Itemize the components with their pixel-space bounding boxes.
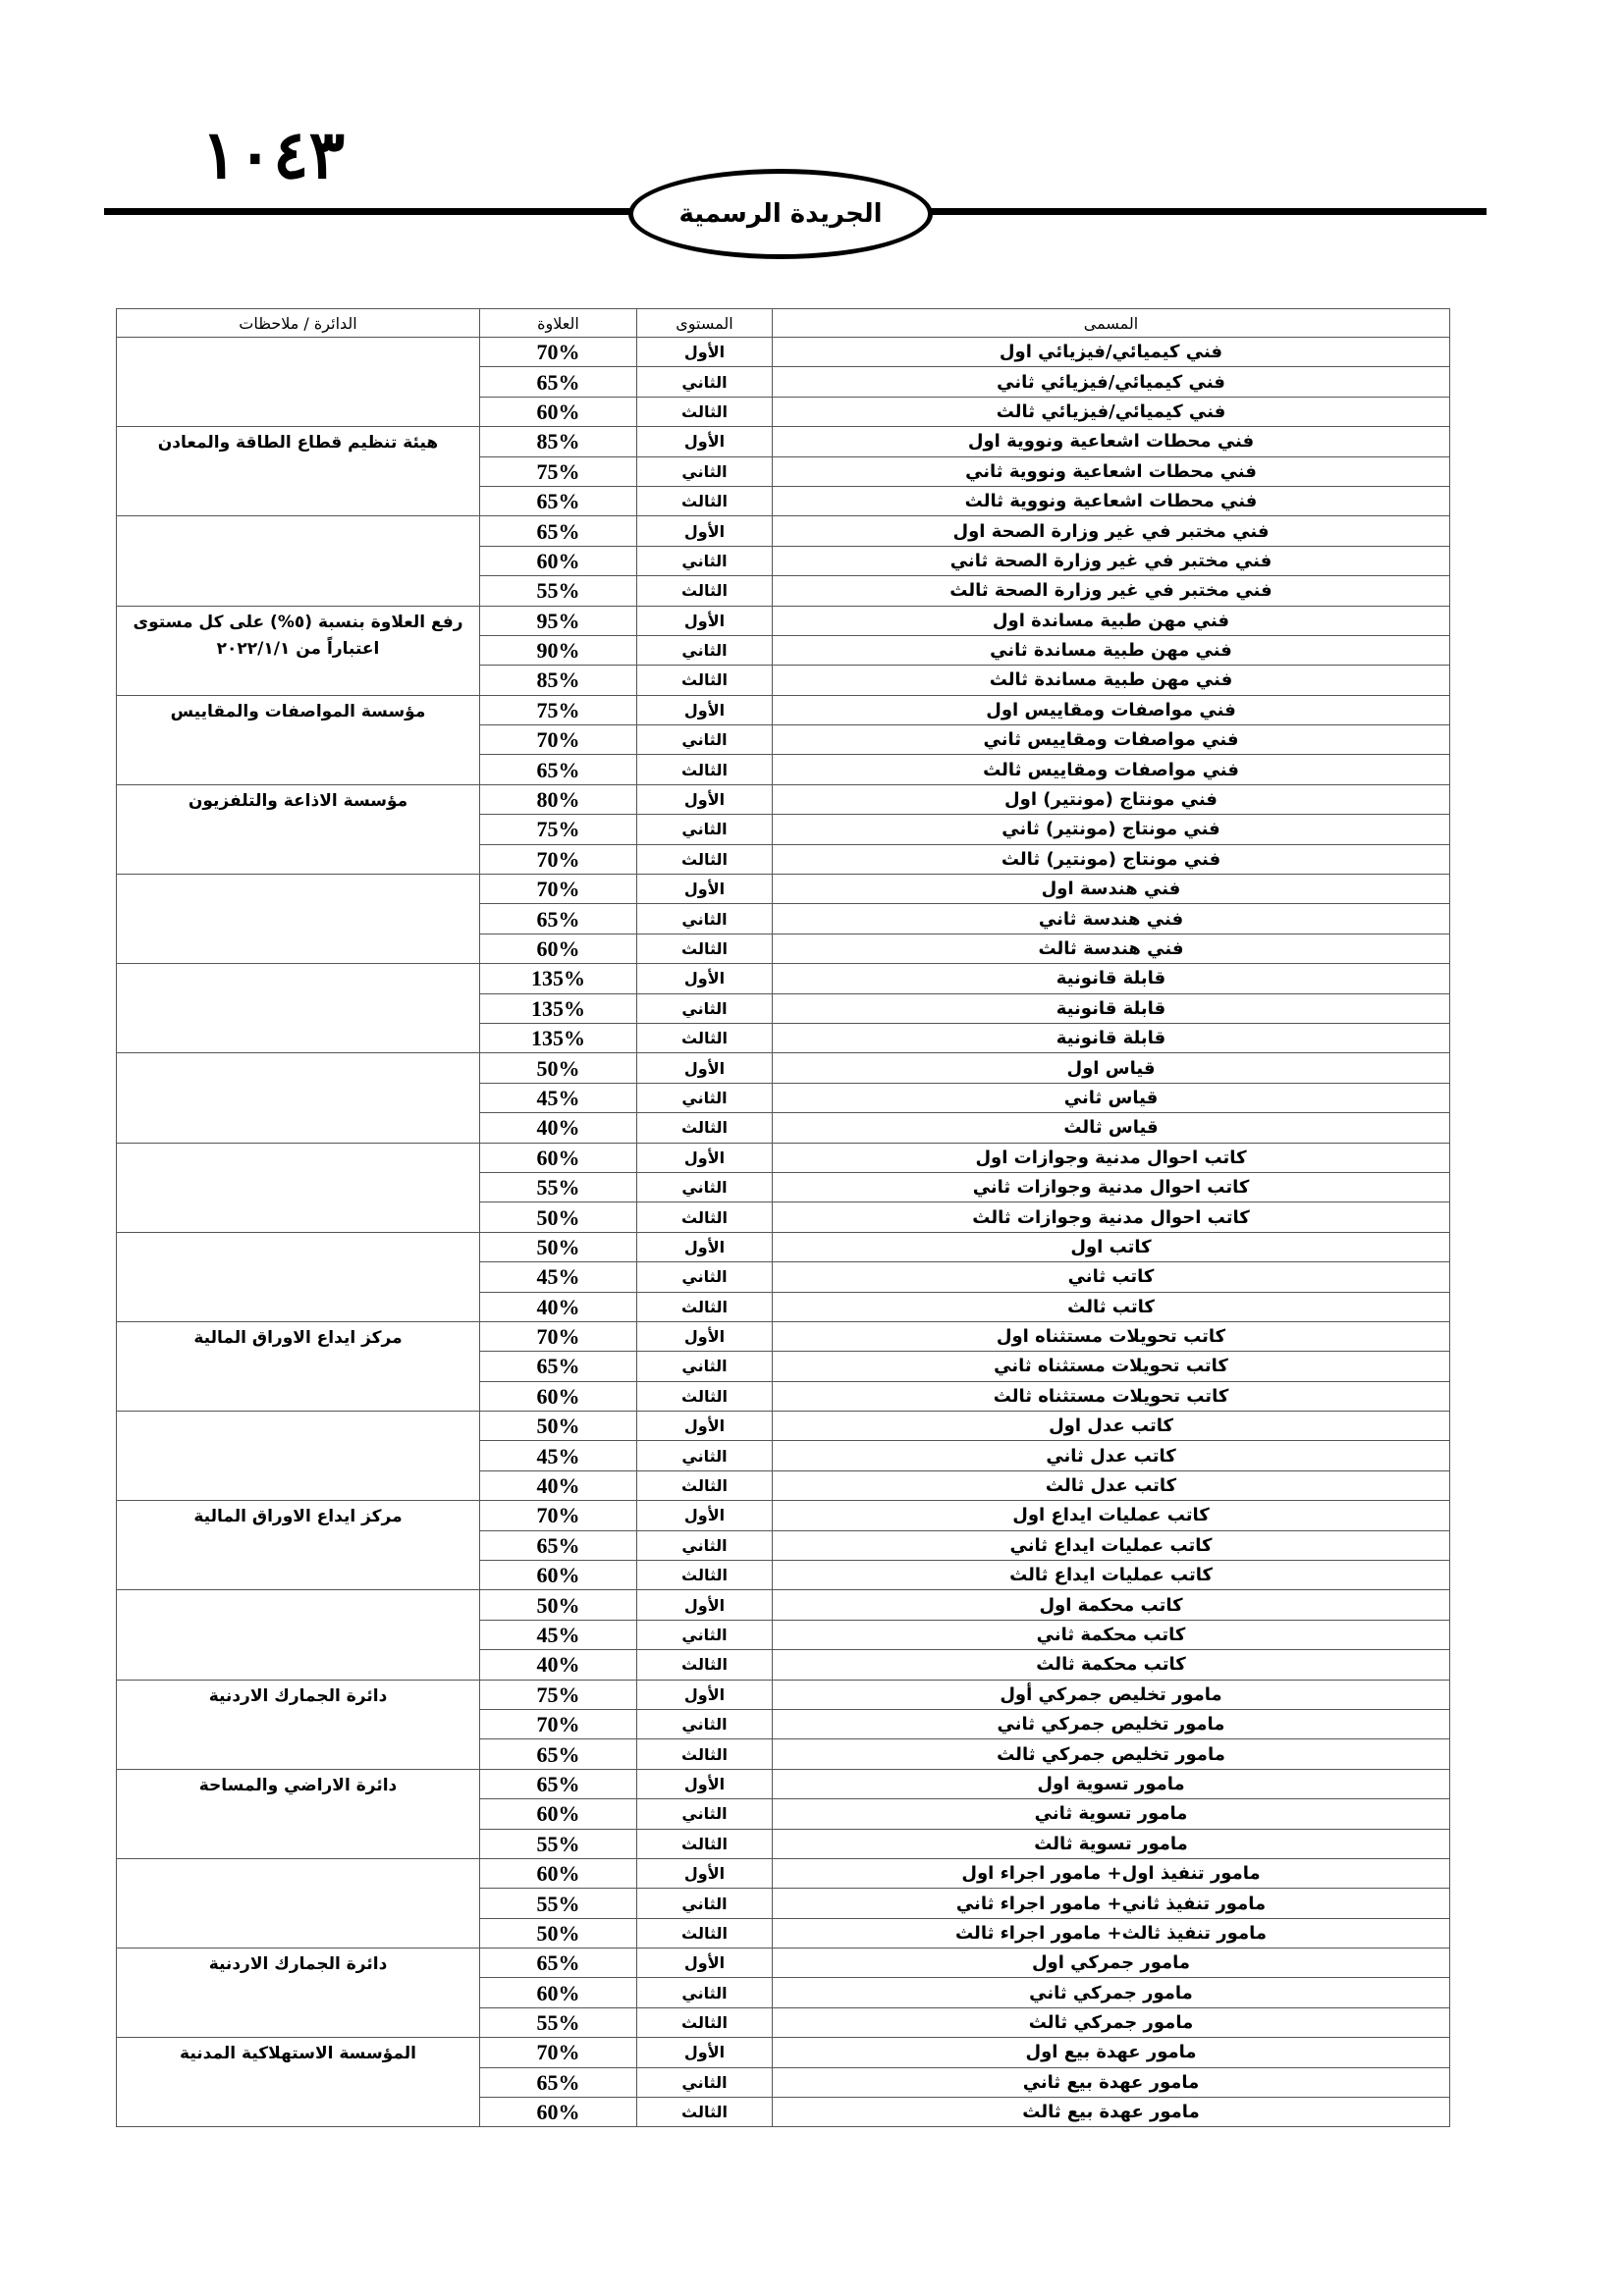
- notes-cell: [117, 1680, 480, 1769]
- job-title-cell: فني مختبر في غير وزارة الصحة اول: [773, 516, 1450, 546]
- level-cell: الأول: [637, 516, 773, 546]
- level-cell: الثالث: [637, 486, 773, 515]
- allowance-cell: 75%: [480, 815, 637, 844]
- allowance-table-container: [116, 308, 1449, 2127]
- notes-cell: [117, 1949, 480, 2038]
- allowance-cell: 50%: [480, 1412, 637, 1441]
- job-title-cell: كاتب احوال مدنية وجوازات ثاني: [773, 1172, 1450, 1201]
- allowance-cell: 60%: [480, 2098, 637, 2127]
- allowance-cell: 65%: [480, 1769, 637, 1798]
- notes-cell: [117, 516, 480, 606]
- level-cell: الأول: [637, 427, 773, 456]
- notes-cell: [117, 427, 480, 516]
- level-cell: الثاني: [637, 815, 773, 844]
- job-title-cell: قياس ثالث: [773, 1113, 1450, 1143]
- column-header-level: المستوى: [637, 309, 773, 338]
- allowance-cell: 90%: [480, 635, 637, 665]
- notes-text: دائرة الجمارك الاردنية: [208, 1685, 388, 1706]
- level-cell: الثالث: [637, 2098, 773, 2127]
- job-title-cell: مامور تنفيذ اول+ مامور اجراء اول: [773, 1858, 1450, 1888]
- level-cell: الثالث: [637, 1561, 773, 1590]
- job-title-cell: فني مهن طبية مساندة اول: [773, 606, 1450, 635]
- allowance-cell: 55%: [480, 1829, 637, 1858]
- job-title-cell: قابلة قانونية: [773, 993, 1450, 1023]
- allowance-cell: 135%: [480, 1023, 637, 1052]
- level-cell: الثالث: [637, 934, 773, 963]
- job-title-cell: فني مختبر في غير وزارة الصحة ثالث: [773, 576, 1450, 606]
- level-cell: الأول: [637, 1858, 773, 1888]
- job-title-cell: فني محطات اشعاعية ونووية ثالث: [773, 486, 1450, 515]
- level-cell: الثاني: [637, 1262, 773, 1292]
- allowance-cell: 55%: [480, 576, 637, 606]
- level-cell: الثالث: [637, 1470, 773, 1500]
- level-cell: الثاني: [637, 1799, 773, 1829]
- table-row: [117, 427, 1450, 456]
- notes-text: [117, 1144, 479, 1147]
- allowance-cell: 70%: [480, 338, 637, 367]
- job-title-cell: مامور جمركي ثاني: [773, 1978, 1450, 2007]
- allowance-cell: 50%: [480, 1918, 637, 1948]
- level-cell: الثاني: [637, 1709, 773, 1738]
- allowance-cell: 50%: [480, 1590, 637, 1620]
- notes-cell: [117, 784, 480, 874]
- table-row: [117, 516, 1450, 546]
- level-cell: الأول: [637, 1590, 773, 1620]
- allowance-cell: 50%: [480, 1202, 637, 1232]
- allowance-cell: 65%: [480, 1530, 637, 1560]
- level-cell: الثالث: [637, 397, 773, 426]
- job-title-cell: قياس اول: [773, 1053, 1450, 1083]
- allowance-cell: 75%: [480, 1680, 637, 1709]
- level-cell: الثالث: [637, 1918, 773, 1948]
- notes-text: [117, 875, 479, 878]
- level-cell: الثاني: [637, 456, 773, 486]
- level-cell: الثالث: [637, 1023, 773, 1052]
- job-title-cell: فني مواصفات ومقاييس ثاني: [773, 725, 1450, 755]
- allowance-cell: 55%: [480, 1889, 637, 1918]
- job-title-cell: فني مونتاج (مونتير) اول: [773, 784, 1450, 814]
- table-row: [117, 695, 1450, 724]
- job-title-cell: فني مواصفات ومقاييس اول: [773, 695, 1450, 724]
- level-cell: الثاني: [637, 546, 773, 575]
- level-cell: الأول: [637, 784, 773, 814]
- allowance-cell: 65%: [480, 2067, 637, 2097]
- allowance-cell: 60%: [480, 1381, 637, 1411]
- table-header-row: [117, 309, 1450, 338]
- job-title-cell: فني مهن طبية مساندة ثاني: [773, 635, 1450, 665]
- job-title-cell: فني كيميائي/فيزيائي ثالث: [773, 397, 1450, 426]
- notes-cell: [117, 2038, 480, 2127]
- allowance-cell: 45%: [480, 1083, 637, 1112]
- job-title-cell: مامور تنفيذ ثاني+ مامور اجراء ثاني: [773, 1889, 1450, 1918]
- allowance-cell: 60%: [480, 934, 637, 963]
- job-title-cell: فني هندسة اول: [773, 875, 1450, 904]
- job-title-cell: فني مهن طبية مساندة ثالث: [773, 666, 1450, 695]
- level-cell: الثالث: [637, 1381, 773, 1411]
- notes-cell: [117, 695, 480, 784]
- allowance-cell: 45%: [480, 1441, 637, 1470]
- allowance-cell: 50%: [480, 1053, 637, 1083]
- allowance-cell: 75%: [480, 456, 637, 486]
- job-title-cell: كاتب عمليات ايداع ثالث: [773, 1561, 1450, 1590]
- job-title-cell: مامور تسوية ثالث: [773, 1829, 1450, 1858]
- level-cell: الثالث: [637, 2007, 773, 2037]
- level-cell: الثاني: [637, 1083, 773, 1112]
- allowance-cell: 60%: [480, 1143, 637, 1172]
- level-cell: الثاني: [637, 904, 773, 934]
- notes-text: مؤسسة المواصفات والمقاييس: [170, 701, 426, 721]
- allowance-cell: 70%: [480, 2038, 637, 2067]
- notes-cell: [117, 1053, 480, 1143]
- job-title-cell: مامور جمركي ثالث: [773, 2007, 1450, 2037]
- notes-text: دائرة الاراضي والمساحة: [198, 1775, 398, 1795]
- notes-text: [117, 516, 479, 519]
- table-body: [117, 338, 1450, 2127]
- level-cell: الثالث: [637, 1292, 773, 1321]
- job-title-cell: مامور تنفيذ ثالث+ مامور اجراء ثالث: [773, 1918, 1450, 1948]
- level-cell: الأول: [637, 606, 773, 635]
- job-title-cell: مامور تسوية اول: [773, 1769, 1450, 1798]
- job-title-cell: كاتب محكمة ثاني: [773, 1620, 1450, 1649]
- level-cell: الثالث: [637, 755, 773, 784]
- level-cell: الأول: [637, 875, 773, 904]
- job-title-cell: مامور عهدة بيع اول: [773, 2038, 1450, 2067]
- allowance-cell: 45%: [480, 1620, 637, 1649]
- allowance-cell: 65%: [480, 1739, 637, 1769]
- allowance-cell: 85%: [480, 666, 637, 695]
- notes-cell: [117, 1143, 480, 1232]
- job-title-cell: كاتب عدل اول: [773, 1412, 1450, 1441]
- table-row: [117, 964, 1450, 993]
- level-cell: الثاني: [637, 2067, 773, 2097]
- table-row: [117, 1321, 1450, 1351]
- job-title-cell: كاتب ثاني: [773, 1262, 1450, 1292]
- level-cell: الأول: [637, 1321, 773, 1351]
- allowance-cell: 135%: [480, 964, 637, 993]
- column-header-title: المسمى: [773, 309, 1450, 338]
- job-title-cell: فني محطات اشعاعية ونووية ثاني: [773, 456, 1450, 486]
- allowance-cell: 45%: [480, 1262, 637, 1292]
- job-title-cell: مامور تخليص جمركي ثالث: [773, 1739, 1450, 1769]
- table-row: [117, 1680, 1450, 1709]
- job-title-cell: كاتب عدل ثالث: [773, 1470, 1450, 1500]
- job-title-cell: فني كيميائي/فيزيائي ثاني: [773, 367, 1450, 397]
- notes-text: [117, 1053, 479, 1056]
- job-title-cell: كاتب تحويلات مستثناه اول: [773, 1321, 1450, 1351]
- allowance-cell: 40%: [480, 1470, 637, 1500]
- allowance-cell: 70%: [480, 1501, 637, 1530]
- allowance-cell: 70%: [480, 844, 637, 874]
- notes-text: دائرة الجمارك الاردنية: [208, 1954, 388, 1975]
- level-cell: الأول: [637, 1412, 773, 1441]
- level-cell: الأول: [637, 695, 773, 724]
- job-title-cell: فني مونتاج (مونتير) ثاني: [773, 815, 1450, 844]
- allowance-cell: 40%: [480, 1292, 637, 1321]
- notes-cell: [117, 964, 480, 1053]
- level-cell: الأول: [637, 1949, 773, 1978]
- level-cell: الثاني: [637, 1889, 773, 1918]
- allowance-cell: 55%: [480, 2007, 637, 2037]
- job-title-cell: مامور تخليص جمركي ثاني: [773, 1709, 1450, 1738]
- table-row: [117, 1590, 1450, 1620]
- level-cell: الثاني: [637, 725, 773, 755]
- notes-text: [117, 1233, 479, 1236]
- level-cell: الأول: [637, 1143, 773, 1172]
- table-row: [117, 1053, 1450, 1083]
- job-title-cell: مامور عهدة بيع ثالث: [773, 2098, 1450, 2127]
- level-cell: الأول: [637, 1232, 773, 1261]
- column-header-notes: الدائرة / ملاحظات: [117, 309, 480, 338]
- notes-cell: [117, 875, 480, 964]
- level-cell: الثاني: [637, 1530, 773, 1560]
- notes-text: [117, 1859, 479, 1862]
- allowance-cell: 60%: [480, 1561, 637, 1590]
- level-cell: الثالث: [637, 1739, 773, 1769]
- notes-text: رفع العلاوة بنسبة (٥%) على كل مستوى اعتباراً من ٢٠٢٢/١/١: [133, 612, 463, 659]
- job-title-cell: مامور عهدة بيع ثاني: [773, 2067, 1450, 2097]
- job-title-cell: كاتب ثالث: [773, 1292, 1450, 1321]
- level-cell: الثالث: [637, 1202, 773, 1232]
- level-cell: الثاني: [637, 1352, 773, 1381]
- allowance-cell: 40%: [480, 1650, 637, 1680]
- allowance-cell: 60%: [480, 1858, 637, 1888]
- job-title-cell: فني هندسة ثالث: [773, 934, 1450, 963]
- level-cell: الثالث: [637, 1113, 773, 1143]
- table-row: [117, 875, 1450, 904]
- job-title-cell: كاتب عمليات ايداع ثاني: [773, 1530, 1450, 1560]
- level-cell: الأول: [637, 964, 773, 993]
- level-cell: الثالث: [637, 1650, 773, 1680]
- table-row: [117, 1412, 1450, 1441]
- table-row: [117, 1501, 1450, 1530]
- level-cell: الثاني: [637, 1978, 773, 2007]
- job-title-cell: كاتب عمليات ايداع اول: [773, 1501, 1450, 1530]
- level-cell: الأول: [637, 1501, 773, 1530]
- table-row: [117, 1232, 1450, 1261]
- page-number: ١٠٤٣: [201, 116, 346, 194]
- notes-cell: [117, 606, 480, 695]
- job-title-cell: كاتب احوال مدنية وجوازات ثالث: [773, 1202, 1450, 1232]
- allowance-cell: 70%: [480, 1321, 637, 1351]
- allowance-cell: 65%: [480, 486, 637, 515]
- level-cell: الثاني: [637, 1441, 773, 1470]
- notes-text: المؤسسة الاستهلاكية المدنية: [180, 2044, 416, 2064]
- level-cell: الثالث: [637, 666, 773, 695]
- allowance-cell: 70%: [480, 1709, 637, 1738]
- notes-text: مركز ايداع الاوراق المالية: [193, 1507, 403, 1527]
- job-title-cell: مامور تسوية ثاني: [773, 1799, 1450, 1829]
- allowance-cell: 40%: [480, 1113, 637, 1143]
- level-cell: الثالث: [637, 844, 773, 874]
- table-row: [117, 1143, 1450, 1172]
- notes-text: [117, 964, 479, 967]
- job-title-cell: فني هندسة ثاني: [773, 904, 1450, 934]
- notes-cell: [117, 1501, 480, 1590]
- job-title-cell: كاتب محكمة اول: [773, 1590, 1450, 1620]
- table-row: [117, 784, 1450, 814]
- job-title-cell: كاتب احوال مدنية وجوازات اول: [773, 1143, 1450, 1172]
- level-cell: الأول: [637, 338, 773, 367]
- notes-text: هيئة تنظيم قطاع الطاقة والمعادن: [157, 433, 439, 454]
- notes-text: [117, 338, 479, 341]
- table-row: [117, 606, 1450, 635]
- notes-text: مركز ايداع الاوراق المالية: [193, 1327, 403, 1348]
- notes-cell: [117, 338, 480, 427]
- notes-text: مؤسسة الاذاعة والتلفزيون: [188, 790, 408, 811]
- gazette-title: الجريدة الرسمية: [628, 169, 933, 259]
- level-cell: الثالث: [637, 576, 773, 606]
- allowance-cell: 85%: [480, 427, 637, 456]
- level-cell: الأول: [637, 1053, 773, 1083]
- allowance-cell: 60%: [480, 1978, 637, 2007]
- job-title-cell: فني مونتاج (مونتير) ثالث: [773, 844, 1450, 874]
- notes-cell: [117, 1321, 480, 1411]
- allowance-cell: 55%: [480, 1172, 637, 1201]
- level-cell: الأول: [637, 2038, 773, 2067]
- table-row: [117, 1858, 1450, 1888]
- level-cell: الأول: [637, 1769, 773, 1798]
- allowance-cell: 65%: [480, 1352, 637, 1381]
- job-title-cell: كاتب تحويلات مستثناه ثالث: [773, 1381, 1450, 1411]
- job-title-cell: مامور جمركي اول: [773, 1949, 1450, 1978]
- notes-text: [117, 1412, 479, 1415]
- allowance-cell: 60%: [480, 546, 637, 575]
- job-title-cell: كاتب عدل ثاني: [773, 1441, 1450, 1470]
- allowance-table: [116, 308, 1450, 2127]
- allowance-cell: 95%: [480, 606, 637, 635]
- allowance-cell: 60%: [480, 1799, 637, 1829]
- allowance-cell: 60%: [480, 397, 637, 426]
- notes-cell: [117, 1858, 480, 1948]
- job-title-cell: قابلة قانونية: [773, 1023, 1450, 1052]
- allowance-cell: 65%: [480, 367, 637, 397]
- notes-cell: [117, 1412, 480, 1501]
- notes-cell: [117, 1232, 480, 1321]
- allowance-cell: 135%: [480, 993, 637, 1023]
- allowance-cell: 70%: [480, 725, 637, 755]
- job-title-cell: كاتب محكمة ثالث: [773, 1650, 1450, 1680]
- allowance-cell: 80%: [480, 784, 637, 814]
- allowance-cell: 75%: [480, 695, 637, 724]
- level-cell: الثاني: [637, 1172, 773, 1201]
- table-row: [117, 1769, 1450, 1798]
- job-title-cell: كاتب اول: [773, 1232, 1450, 1261]
- level-cell: الثاني: [637, 1620, 773, 1649]
- level-cell: الأول: [637, 1680, 773, 1709]
- allowance-cell: 65%: [480, 755, 637, 784]
- table-row: [117, 338, 1450, 367]
- notes-text: [117, 1590, 479, 1593]
- table-row: [117, 2038, 1450, 2067]
- job-title-cell: فني كيميائي/فيزيائي اول: [773, 338, 1450, 367]
- allowance-cell: 50%: [480, 1232, 637, 1261]
- level-cell: الثالث: [637, 1829, 773, 1858]
- job-title-cell: قياس ثاني: [773, 1083, 1450, 1112]
- allowance-cell: 65%: [480, 516, 637, 546]
- level-cell: الثاني: [637, 635, 773, 665]
- notes-cell: [117, 1769, 480, 1858]
- column-header-allowance: العلاوة: [480, 309, 637, 338]
- job-title-cell: كاتب تحويلات مستثناه ثاني: [773, 1352, 1450, 1381]
- level-cell: الثاني: [637, 367, 773, 397]
- table-row: [117, 1949, 1450, 1978]
- job-title-cell: قابلة قانونية: [773, 964, 1450, 993]
- job-title-cell: فني محطات اشعاعية ونووية اول: [773, 427, 1450, 456]
- allowance-cell: 70%: [480, 875, 637, 904]
- allowance-cell: 65%: [480, 904, 637, 934]
- notes-cell: [117, 1590, 480, 1680]
- job-title-cell: فني مواصفات ومقاييس ثالث: [773, 755, 1450, 784]
- job-title-cell: فني مختبر في غير وزارة الصحة ثاني: [773, 546, 1450, 575]
- level-cell: الثاني: [637, 993, 773, 1023]
- job-title-cell: مامور تخليص جمركي أول: [773, 1680, 1450, 1709]
- allowance-cell: 65%: [480, 1949, 637, 1978]
